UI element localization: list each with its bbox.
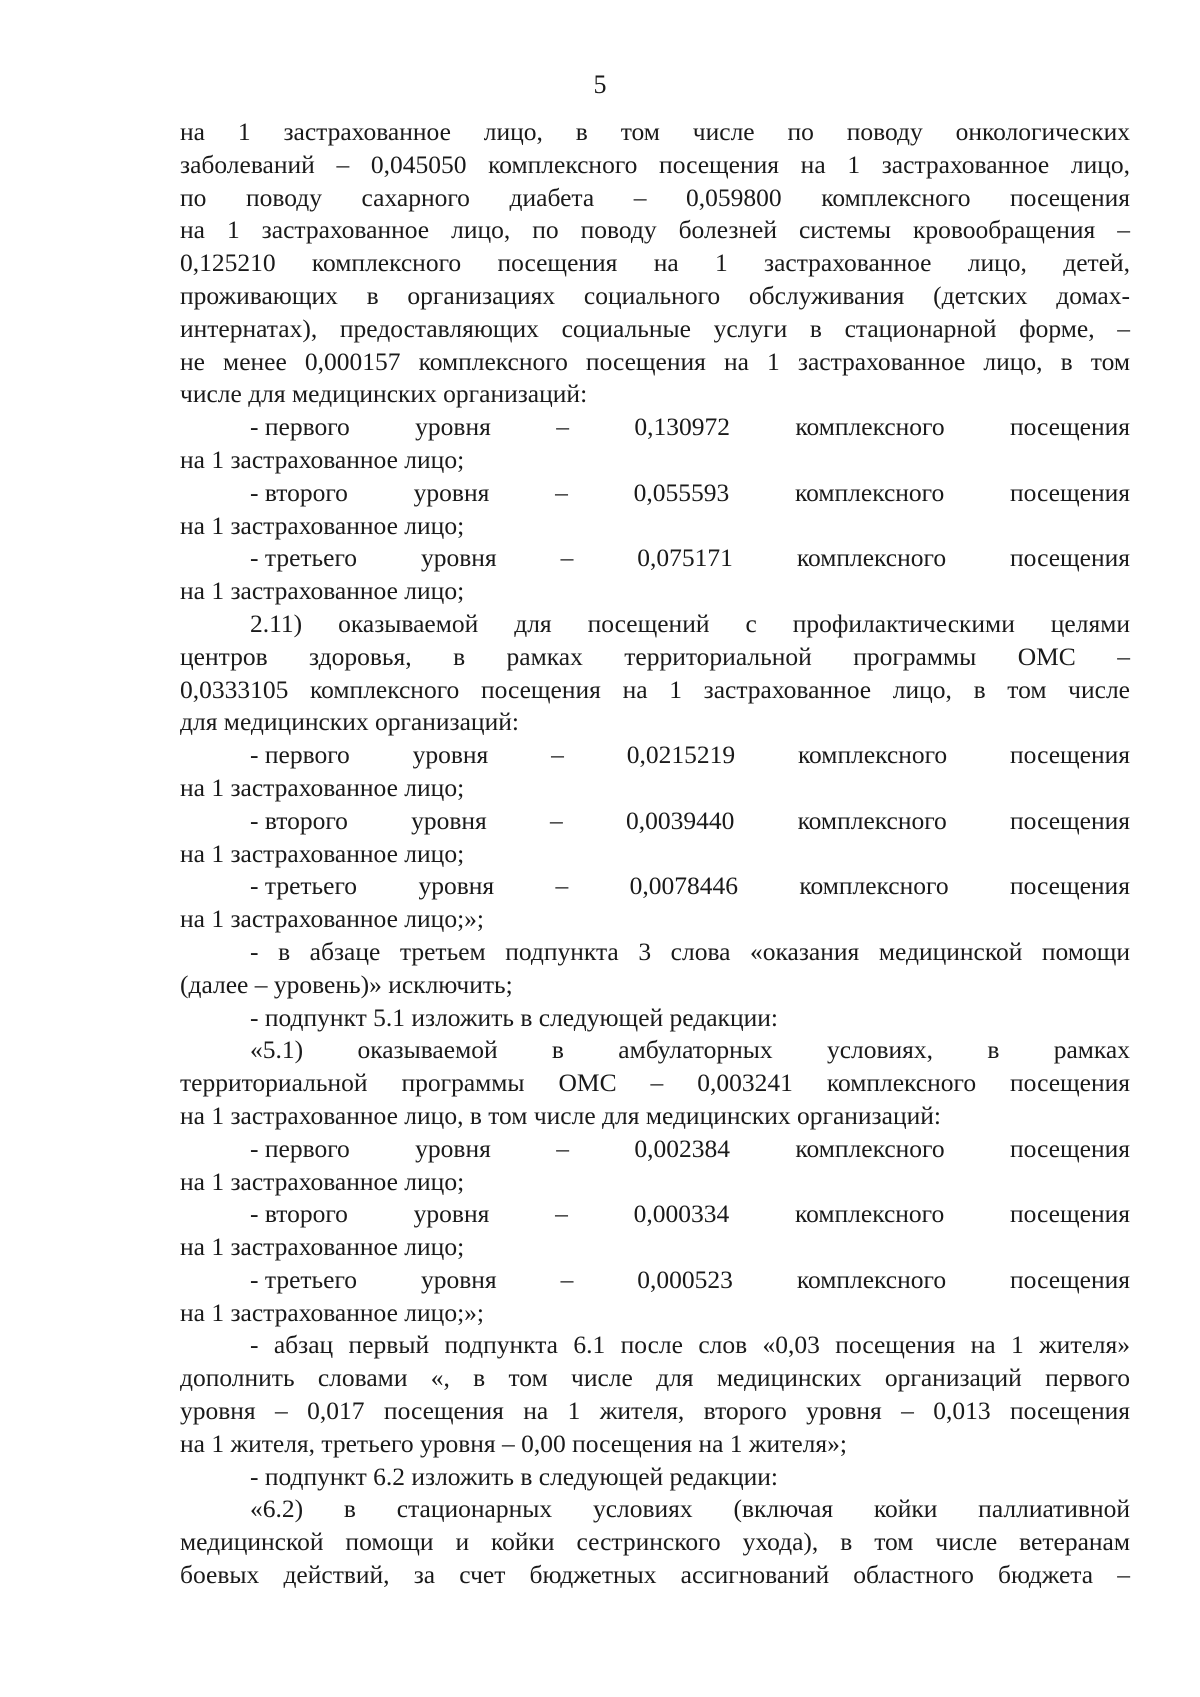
text-line: - в абзаце третьем подпункта 3 слова «оказания медицинской помощи bbox=[250, 936, 1130, 966]
level-word: - первого bbox=[250, 412, 350, 442]
text-line: заболеваний – 0,045050 комплексного посещения на 1 застрахованное лицо, bbox=[180, 149, 1130, 179]
level-word: посещения bbox=[1010, 543, 1130, 573]
level-line bbox=[180, 1264, 1130, 1297]
level-word: 0,075171 bbox=[637, 543, 733, 573]
text-line: на 1 застрахованное лицо; bbox=[180, 444, 465, 474]
text-line: - абзац первый подпункта 6.1 после слов «0,03 посещения на 1 жителя» bbox=[250, 1330, 1130, 1360]
level-word: комплексного bbox=[795, 1133, 945, 1163]
level-word: – bbox=[556, 1133, 569, 1163]
text-line: на 1 застрахованное лицо; bbox=[180, 1166, 465, 1196]
text-line: на 1 застрахованное лицо;»; bbox=[180, 904, 484, 934]
level-line bbox=[180, 805, 1130, 838]
level-word: - первого bbox=[250, 1133, 350, 1163]
level-word: 0,130972 bbox=[634, 412, 730, 442]
text-line: боевых действий, за счет бюджетных ассигнований областного бюджета – bbox=[180, 1560, 1130, 1590]
level-word: 0,0039440 bbox=[625, 805, 735, 835]
level-line bbox=[180, 1198, 1130, 1231]
level-word: уровня bbox=[412, 740, 489, 770]
level-word: 0,0078446 bbox=[629, 871, 738, 901]
level-word: – bbox=[555, 871, 569, 901]
level-word: уровня bbox=[415, 1133, 491, 1163]
level-word: – bbox=[560, 543, 574, 573]
level-word: – bbox=[551, 740, 564, 770]
text-line: 0,0333105 комплексного посещения на 1 застрахованное лицо, в том числе bbox=[180, 674, 1130, 704]
level-line bbox=[180, 870, 1130, 903]
level-word: комплексного bbox=[799, 871, 949, 901]
text-line: «6.2) в стационарных условиях (включая койки паллиативной bbox=[250, 1494, 1130, 1524]
level-word: - первого bbox=[250, 740, 350, 770]
level-word: - третьего bbox=[250, 543, 358, 573]
level-word: посещения bbox=[1010, 477, 1130, 507]
level-line bbox=[180, 411, 1130, 444]
level-line bbox=[180, 477, 1130, 510]
text-line: для медицинских организаций: bbox=[180, 707, 519, 737]
text-line: центров здоровья, в рамках территориальной программы ОМС – bbox=[180, 641, 1130, 671]
level-word: комплексного bbox=[797, 805, 947, 835]
text-line: интернатах), предоставляющих социальные услуги в стационарной форме, – bbox=[180, 313, 1130, 343]
level-line bbox=[180, 739, 1130, 772]
text-line: числе для медицинских организаций: bbox=[180, 379, 588, 409]
level-word: посещения bbox=[1010, 740, 1130, 770]
level-word: посещения bbox=[1010, 1264, 1130, 1294]
level-word: – bbox=[556, 412, 569, 442]
level-word: уровня bbox=[415, 412, 491, 442]
text-line: не менее 0,000157 комплексного посещения на 1 застрахованное лицо, в том bbox=[180, 346, 1130, 376]
text-line: - подпункт 5.1 изложить в следующей редакции: bbox=[250, 1002, 778, 1032]
level-word: - второго bbox=[250, 1199, 348, 1229]
document-body bbox=[180, 116, 1130, 1592]
level-word: 0,000334 bbox=[633, 1199, 730, 1229]
text-line: на 1 жителя, третьего уровня – 0,00 посещения на 1 жителя»; bbox=[180, 1428, 847, 1458]
text-line: уровня – 0,017 посещения на 1 жителя, второго уровня – 0,013 посещения bbox=[180, 1396, 1130, 1426]
level-word: – bbox=[555, 477, 568, 507]
level-word: уровня bbox=[421, 543, 497, 573]
level-word: уровня bbox=[413, 1199, 490, 1229]
level-word: - второго bbox=[250, 805, 348, 835]
level-word: комплексного bbox=[796, 1264, 947, 1294]
level-word: – bbox=[550, 805, 563, 835]
level-word: комплексного bbox=[795, 1199, 945, 1229]
text-line: на 1 застрахованное лицо, в том числе для медицинских организаций: bbox=[180, 1100, 941, 1130]
level-word: 0,0215219 bbox=[626, 740, 736, 770]
level-word: 0,000523 bbox=[637, 1264, 733, 1294]
level-word: 0,002384 bbox=[634, 1133, 730, 1163]
level-word: 0,055593 bbox=[633, 477, 730, 507]
text-line: на 1 застрахованное лицо; bbox=[180, 772, 465, 802]
level-word: уровня bbox=[421, 1264, 497, 1294]
level-word: - третьего bbox=[250, 1264, 358, 1294]
level-word: уровня bbox=[418, 871, 495, 901]
text-line: по поводу сахарного диабета – 0,059800 комплексного посещения bbox=[180, 182, 1130, 212]
text-line: дополнить словами «, в том числе для медицинских организаций первого bbox=[180, 1363, 1130, 1393]
text-line: проживающих в организациях социального обслуживания (детских домах- bbox=[180, 280, 1130, 310]
text-line: 2.11) оказываемой для посещений с профилактическими целями bbox=[250, 608, 1130, 638]
level-word: посещения bbox=[1009, 871, 1130, 901]
level-word: комплексного bbox=[796, 543, 947, 573]
level-word: уровня bbox=[411, 805, 487, 835]
text-line: медицинской помощи и койки сестринского ухода), в том числе ветеранам bbox=[180, 1527, 1130, 1557]
text-line: на 1 застрахованное лицо, по поводу болезней системы кровообращения – bbox=[180, 215, 1130, 245]
text-line: на 1 застрахованное лицо; bbox=[180, 510, 465, 540]
level-word: посещения bbox=[1010, 805, 1130, 835]
level-word: посещения bbox=[1010, 412, 1130, 442]
level-line bbox=[180, 542, 1130, 575]
page-number: 5 bbox=[593, 70, 607, 99]
text-line: на 1 застрахованное лицо; bbox=[180, 576, 465, 606]
text-line: на 1 застрахованное лицо; bbox=[180, 838, 465, 868]
level-word: посещения bbox=[1010, 1133, 1130, 1163]
text-line: - подпункт 6.2 изложить в следующей редакции: bbox=[250, 1461, 778, 1491]
text-line: (далее – уровень)» исключить; bbox=[180, 969, 513, 999]
level-line bbox=[180, 1133, 1130, 1166]
text-line: «5.1) оказываемой в амбулаторных условиях, в рамках bbox=[250, 1035, 1130, 1065]
level-word: - второго bbox=[250, 477, 348, 507]
text-line: на 1 застрахованное лицо;»; bbox=[180, 1297, 484, 1327]
level-word: посещения bbox=[1010, 1199, 1130, 1229]
level-word: уровня bbox=[413, 477, 490, 507]
text-line: 0,125210 комплексного посещения на 1 застрахованное лицо, детей, bbox=[180, 248, 1130, 278]
level-word: комплексного bbox=[795, 412, 945, 442]
text-line: территориальной программы ОМС – 0,003241 комплексного посещения bbox=[180, 1068, 1130, 1098]
text-line: на 1 застрахованное лицо; bbox=[180, 1232, 465, 1262]
level-word: комплексного bbox=[795, 477, 945, 507]
level-word: - третьего bbox=[250, 871, 358, 901]
level-word: комплексного bbox=[797, 740, 948, 770]
text-line: на 1 застрахованное лицо, в том числе по поводу онкологических bbox=[180, 117, 1130, 146]
level-word: – bbox=[555, 1199, 568, 1229]
level-word: – bbox=[560, 1264, 574, 1294]
